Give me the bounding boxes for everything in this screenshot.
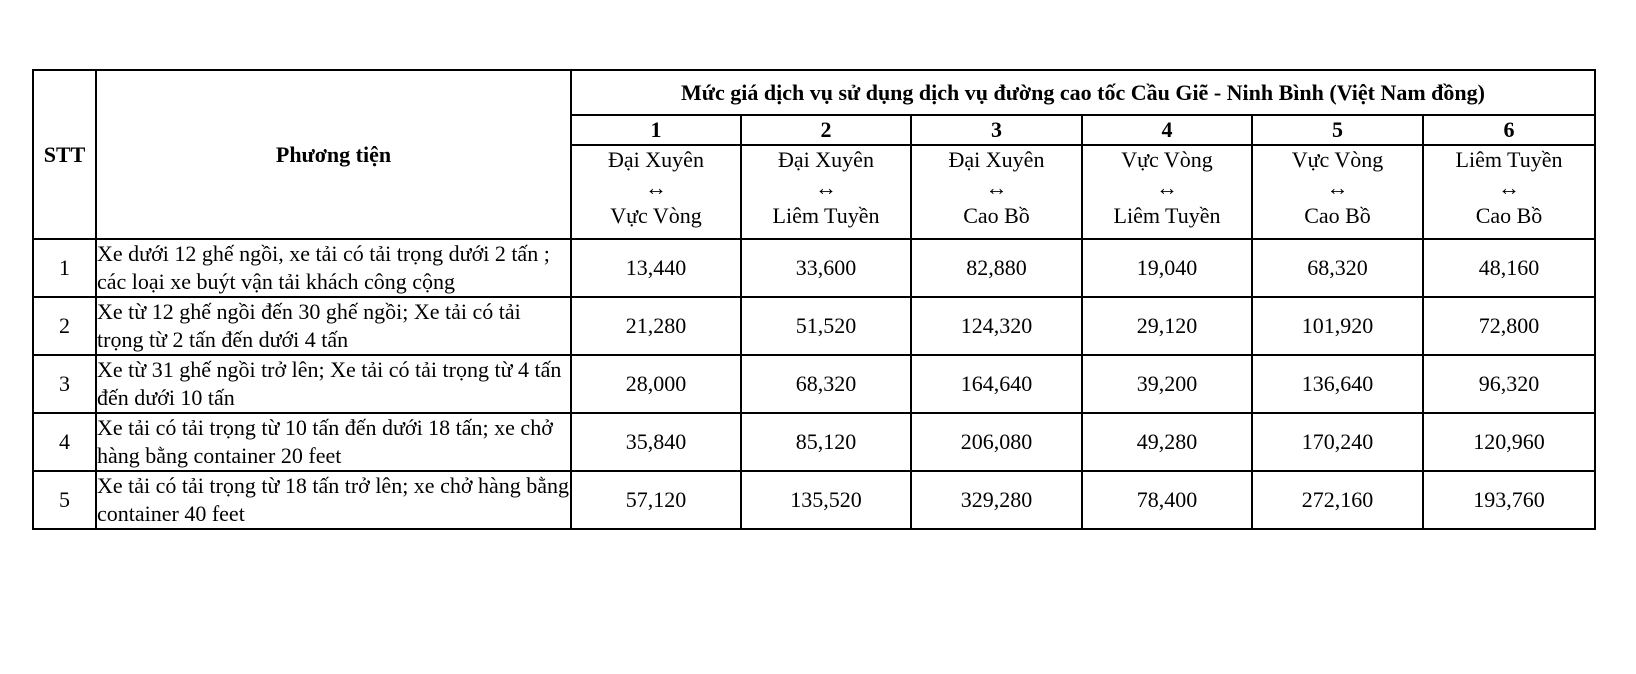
route-from: Liêm Tuyền — [1455, 147, 1563, 172]
price-cell: 28,000 — [571, 355, 741, 413]
route-to: Cao Bồ — [963, 203, 1030, 228]
price-cell: 78,400 — [1082, 471, 1252, 529]
route-number: 6 — [1423, 115, 1595, 145]
header-stt: STT — [33, 70, 96, 239]
route-from: Vực Vòng — [1291, 147, 1384, 172]
price-cell: 96,320 — [1423, 355, 1595, 413]
price-cell: 48,160 — [1423, 239, 1595, 297]
route-to: Cao Bồ — [1475, 203, 1543, 228]
route-arrow: ↔ — [1156, 175, 1178, 200]
route-header-1 — [571, 145, 741, 239]
route-header-5 — [1252, 145, 1423, 239]
price-cell: 13,440 — [571, 239, 741, 297]
row-vehicle: Xe từ 31 ghế ngồi trở lên; Xe tải có tải trọng từ 4 tấn đến dưới 10 tấn — [96, 355, 571, 413]
table-row — [33, 413, 1595, 471]
route-to: Vực Vòng — [610, 203, 702, 228]
price-cell: 72,800 — [1423, 297, 1595, 355]
route-header-2 — [741, 145, 911, 239]
row-stt: 1 — [33, 239, 96, 297]
route-number: 2 — [741, 115, 911, 145]
table-row — [33, 297, 1595, 355]
route-from: Đại Xuyên — [948, 147, 1045, 172]
route-number: 1 — [571, 115, 741, 145]
row-stt: 5 — [33, 471, 96, 529]
table-row — [33, 239, 1595, 297]
price-cell: 82,880 — [911, 239, 1082, 297]
table-row — [33, 355, 1595, 413]
toll-price-table — [32, 69, 1596, 530]
route-from: Đại Xuyên — [778, 147, 874, 172]
price-cell: 49,280 — [1082, 413, 1252, 471]
price-cell: 29,120 — [1082, 297, 1252, 355]
price-cell: 120,960 — [1423, 413, 1595, 471]
row-stt: 3 — [33, 355, 96, 413]
table-body — [33, 239, 1595, 529]
price-cell: 136,640 — [1252, 355, 1423, 413]
table-row — [33, 471, 1595, 529]
route-number: 3 — [911, 115, 1082, 145]
route-number: 4 — [1082, 115, 1252, 145]
route-arrow: ↔ — [1326, 175, 1349, 200]
row-vehicle: Xe dưới 12 ghế ngồi, xe tải có tải trọng dưới 2 tấn ; các loại xe buýt vận tải khách công cộng — [96, 239, 571, 297]
price-cell: 170,240 — [1252, 413, 1423, 471]
price-cell: 33,600 — [741, 239, 911, 297]
row-stt: 4 — [33, 413, 96, 471]
route-header-3 — [911, 145, 1082, 239]
row-vehicle: Xe từ 12 ghế ngồi đến 30 ghế ngồi; Xe tải có tải trọng từ 2 tấn đến dưới 4 tấn — [96, 297, 571, 355]
route-from: Vực Vòng — [1121, 147, 1213, 172]
route-to: Liêm Tuyền — [772, 203, 880, 228]
price-cell: 206,080 — [911, 413, 1082, 471]
price-cell: 101,920 — [1252, 297, 1423, 355]
table-header — [33, 70, 1595, 239]
price-cell: 57,120 — [571, 471, 741, 529]
route-to: Cao Bồ — [1304, 203, 1371, 228]
route-to: Liêm Tuyền — [1113, 203, 1221, 228]
price-cell: 272,160 — [1252, 471, 1423, 529]
price-cell: 19,040 — [1082, 239, 1252, 297]
route-arrow: ↔ — [1498, 175, 1520, 200]
header-vehicle: Phương tiện — [96, 70, 571, 239]
price-cell: 51,520 — [741, 297, 911, 355]
price-cell: 68,320 — [1252, 239, 1423, 297]
price-cell: 193,760 — [1423, 471, 1595, 529]
route-number: 5 — [1252, 115, 1423, 145]
header-row-title — [33, 70, 1595, 115]
route-header-6 — [1423, 145, 1595, 239]
header-price-title: Mức giá dịch vụ sử dụng dịch vụ đường cao tốc Cầu Giẽ - Ninh Bình (Việt Nam đồng) — [571, 70, 1595, 115]
row-stt: 2 — [33, 297, 96, 355]
price-cell: 21,280 — [571, 297, 741, 355]
row-vehicle: Xe tải có tải trọng từ 18 tấn trở lên; xe chở hàng bằng container 40 feet — [96, 471, 571, 529]
route-from: Đại Xuyên — [608, 147, 704, 172]
price-cell: 39,200 — [1082, 355, 1252, 413]
route-header-4 — [1082, 145, 1252, 239]
row-vehicle: Xe tải có tải trọng từ 10 tấn đến dưới 18 tấn; xe chở hàng bằng container 20 feet — [96, 413, 571, 471]
price-cell: 124,320 — [911, 297, 1082, 355]
route-arrow: ↔ — [815, 175, 837, 200]
price-cell: 329,280 — [911, 471, 1082, 529]
price-cell: 68,320 — [741, 355, 911, 413]
route-arrow: ↔ — [645, 175, 667, 200]
route-arrow: ↔ — [985, 175, 1008, 200]
price-cell: 85,120 — [741, 413, 911, 471]
price-cell: 135,520 — [741, 471, 911, 529]
price-cell: 164,640 — [911, 355, 1082, 413]
price-cell: 35,840 — [571, 413, 741, 471]
